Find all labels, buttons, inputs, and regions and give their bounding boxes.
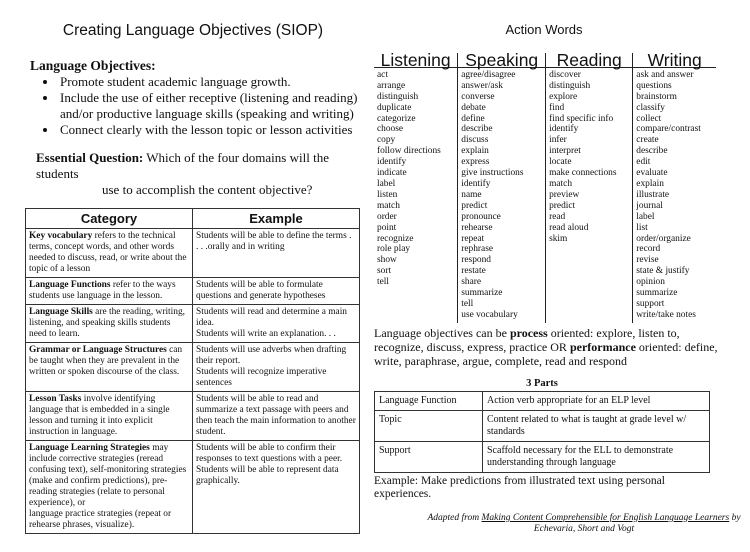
category-desc: can be taught when they are prevalent in the written or spoken discourse of the class.	[29, 345, 183, 377]
action-word: revise	[636, 255, 659, 266]
action-word: find	[549, 102, 565, 113]
part-desc: Scaffold necessary for the ELL to demonstrate understanding through language	[483, 441, 710, 472]
category-table	[25, 208, 360, 534]
action-word: preview	[549, 189, 580, 200]
action-word: evaluate	[636, 168, 668, 179]
category-row	[26, 441, 360, 534]
category-term: Language Learning Strategies	[29, 443, 150, 453]
action-word: distinguish	[377, 91, 419, 102]
action-word: read	[549, 211, 566, 222]
action-word: opinion	[636, 277, 665, 288]
example-cell	[193, 343, 360, 392]
action-word: use vocabulary	[461, 309, 518, 320]
part-name: Language Function	[375, 391, 483, 410]
action-header-listening: Listening	[374, 53, 458, 67]
category-cell	[26, 392, 193, 441]
adapted-prefix: Adapted from	[427, 512, 482, 523]
action-word: tell	[377, 277, 389, 288]
action-word: share	[461, 277, 482, 288]
action-word: sort	[377, 266, 392, 277]
action-word: compare/contrast	[636, 124, 701, 135]
three-parts-table	[374, 391, 710, 473]
action-word: respond	[461, 255, 491, 266]
action-word: make connections	[549, 168, 617, 179]
action-word: locate	[549, 157, 572, 168]
action-word: record	[636, 244, 661, 255]
category-term: Language Functions	[29, 280, 111, 290]
objectives-heading: Language Objectives:	[30, 58, 156, 73]
action-word: repeat	[461, 233, 485, 244]
objectives-orientation	[374, 326, 724, 368]
action-word: choose	[377, 124, 404, 135]
action-header-speaking: Speaking	[458, 53, 546, 67]
action-words-table	[374, 50, 716, 323]
objective-item: • Connect clearly with the lesson topic or lesson activities	[58, 122, 360, 138]
action-word: label	[636, 211, 655, 222]
action-column-listening	[374, 67, 458, 322]
action-word: describe	[461, 124, 493, 135]
action-word: predict	[461, 200, 488, 211]
action-word: write/take notes	[636, 309, 696, 320]
category-desc: may include corrective strategies (reread confusing text), self-monitoring strategies (make and confirm predictions), pre-reading strategies (relate to personal experience), or language practice strategies (repeat or rehearse phrases, visualize).	[29, 443, 187, 530]
adapted-credit	[394, 513, 750, 535]
action-word: interpret	[549, 146, 581, 157]
action-word: listen	[377, 189, 398, 200]
action-word: give instructions	[461, 168, 524, 179]
action-word: point	[377, 222, 397, 233]
action-word: support	[636, 298, 665, 309]
action-word: identify	[549, 124, 579, 135]
category-desc: are the reading, writing, listening, and speaking skills students need to learn.	[29, 307, 185, 339]
action-word: arrange	[377, 80, 406, 91]
action-word: ask and answer	[636, 69, 694, 80]
example-line: Students will use adverbs when drafting their report.	[196, 345, 347, 366]
adapted-suffix: by	[729, 512, 741, 523]
action-word: order	[377, 211, 397, 222]
objective-item: • Include the use of either receptive (listening and reading) and/or productive language skills (speaking and writing)	[58, 90, 360, 122]
action-word: express	[461, 157, 490, 168]
action-word: summarize	[461, 288, 503, 299]
part-desc: Action verb appropriate for an ELP level	[483, 391, 710, 410]
action-header-writing: Writing	[633, 53, 716, 67]
action-word: name	[461, 189, 482, 200]
three-parts-title: 3 Parts	[526, 377, 558, 389]
action-word: questions	[636, 80, 672, 91]
example-line: Students will write an explanation. . .	[196, 329, 336, 339]
action-word: distinguish	[549, 80, 591, 91]
action-word: agree/disagree	[461, 69, 516, 80]
action-word: brainstorm	[636, 91, 677, 102]
adapted-book: Making Content Comprehensible for English Language Learners	[481, 512, 730, 523]
action-word: explore	[549, 91, 578, 102]
category-row	[26, 343, 360, 392]
para-text-c: oriented: define, write, paraphrase, argue, complete, read and respond	[374, 339, 718, 368]
category-term: Lesson Tasks	[29, 394, 82, 404]
action-word: rephrase	[461, 244, 494, 255]
para-text-a: Language objectives can be	[374, 325, 510, 340]
action-word: collect	[636, 113, 662, 124]
action-word: role play	[377, 244, 411, 255]
essential-label: Essential Question:	[36, 150, 144, 165]
category-row	[26, 392, 360, 441]
action-word: answer/ask	[461, 80, 503, 91]
example-cell	[193, 305, 360, 343]
para-performance: performance	[569, 339, 636, 354]
action-word: identify	[377, 157, 407, 168]
example-cell	[193, 392, 360, 441]
example-header: Example	[193, 209, 360, 229]
adapted-authors: Echevaria, Short and Vogt	[533, 523, 635, 534]
action-word: act	[377, 69, 388, 80]
action-word: pronounce	[461, 211, 501, 222]
action-word: create	[636, 135, 659, 146]
action-header-reading: Reading	[546, 53, 633, 67]
category-term: Language Skills	[29, 307, 93, 317]
action-word: restate	[461, 266, 486, 277]
action-word: tell	[461, 298, 474, 309]
action-column-reading	[546, 67, 633, 322]
action-word: edit	[636, 157, 651, 168]
category-cell	[26, 305, 193, 343]
category-cell	[26, 278, 193, 305]
action-word: discover	[549, 69, 581, 80]
action-word: show	[377, 255, 397, 266]
action-word: follow directions	[377, 146, 441, 157]
example-line: Students will be able to formulate questions and generate hypotheses	[196, 280, 326, 301]
example-line: Students will be able to read and summarize a text passage with peers and then teach the main information to another student.	[196, 394, 356, 437]
part-row	[375, 441, 710, 472]
part-desc: Content related to what is taught at grade level w/ standards	[483, 410, 710, 441]
category-cell	[26, 441, 193, 534]
example-line: Students will recognize imperative sentences	[196, 367, 327, 388]
part-name: Topic	[375, 410, 483, 441]
example-line: Students will read and determine a main idea.	[196, 307, 347, 328]
action-word: match	[377, 200, 400, 211]
example-cell	[193, 441, 360, 534]
category-cell	[26, 343, 193, 392]
part-name: Support	[375, 441, 483, 472]
essential-line2: use to accomplish the content objective?	[102, 182, 313, 197]
category-desc: refer to the ways students use language in the lesson.	[29, 280, 176, 301]
category-desc: refers to the technical terms, concept words, and other words needed to discuss, read, or write about the topic of a lesson	[29, 231, 187, 274]
action-word: converse	[461, 91, 495, 102]
action-word: label	[377, 178, 396, 189]
action-word: duplicate	[377, 102, 412, 113]
action-word: define	[461, 113, 485, 124]
action-word: read aloud	[549, 222, 589, 233]
objective-item: • Promote student academic language growth.	[58, 74, 360, 90]
page-title: Creating Language Objectives (SIOP)	[62, 22, 324, 39]
example-cell	[193, 229, 360, 278]
action-word: indicate	[377, 168, 407, 179]
action-word: match	[549, 178, 573, 189]
objectives-list	[26, 74, 360, 138]
action-word: discuss	[461, 135, 489, 146]
essential-line1: Which of the four domains will the students	[36, 150, 329, 181]
action-column-writing	[633, 67, 716, 322]
para-process: process	[509, 325, 548, 340]
action-word: predict	[549, 200, 576, 211]
action-word: recognize	[377, 233, 414, 244]
action-word: copy	[377, 135, 396, 146]
category-cell	[26, 229, 193, 278]
action-word: skim	[549, 233, 568, 244]
action-word: explain	[636, 178, 664, 189]
action-word: journal	[636, 200, 663, 211]
action-word: infer	[549, 135, 567, 146]
example-line: Students will be able to define the terms . . . .orally and in writing	[196, 231, 352, 252]
right-column	[374, 0, 741, 535]
action-word: rehearse	[461, 222, 493, 233]
example-cell	[193, 278, 360, 305]
example-text: Example: Make predictions from illustrated text using personal experiences.	[374, 474, 665, 500]
left-column	[26, 0, 360, 534]
para-text-b: oriented: explore, listen to, recognize, discuss, express, practice OR	[374, 325, 680, 354]
essential-question	[36, 150, 360, 198]
category-header: Category	[26, 209, 193, 229]
category-term: Key vocabulary	[29, 231, 93, 241]
category-row	[26, 278, 360, 305]
action-word: explain	[461, 146, 489, 157]
category-row	[26, 305, 360, 343]
action-word: illustrate	[636, 189, 670, 200]
part-row	[375, 410, 710, 441]
example-line: Students will be able to confirm their responses to text questions with a peer.	[196, 443, 343, 464]
action-word: identify	[461, 178, 491, 189]
action-word: find specific info	[549, 113, 614, 124]
action-word: list	[636, 222, 648, 233]
action-column-speaking	[458, 67, 546, 322]
part-row	[375, 391, 710, 410]
action-word: order/organize	[636, 233, 691, 244]
action-word: state & justify	[636, 266, 690, 277]
action-word: debate	[461, 102, 486, 113]
action-word: categorize	[377, 113, 416, 124]
example-line: Students will be able to represent data graphically.	[196, 465, 339, 486]
action-word: describe	[636, 146, 668, 157]
category-desc: involve identifying language that is embedded in a single lesson and turning it into explicit instruction in language.	[29, 394, 170, 437]
category-term: Grammar or Language Structures	[29, 345, 167, 355]
action-word: summarize	[636, 288, 678, 299]
action-word: classify	[636, 102, 665, 113]
category-row	[26, 229, 360, 278]
action-words-title: Action Words	[505, 22, 583, 37]
